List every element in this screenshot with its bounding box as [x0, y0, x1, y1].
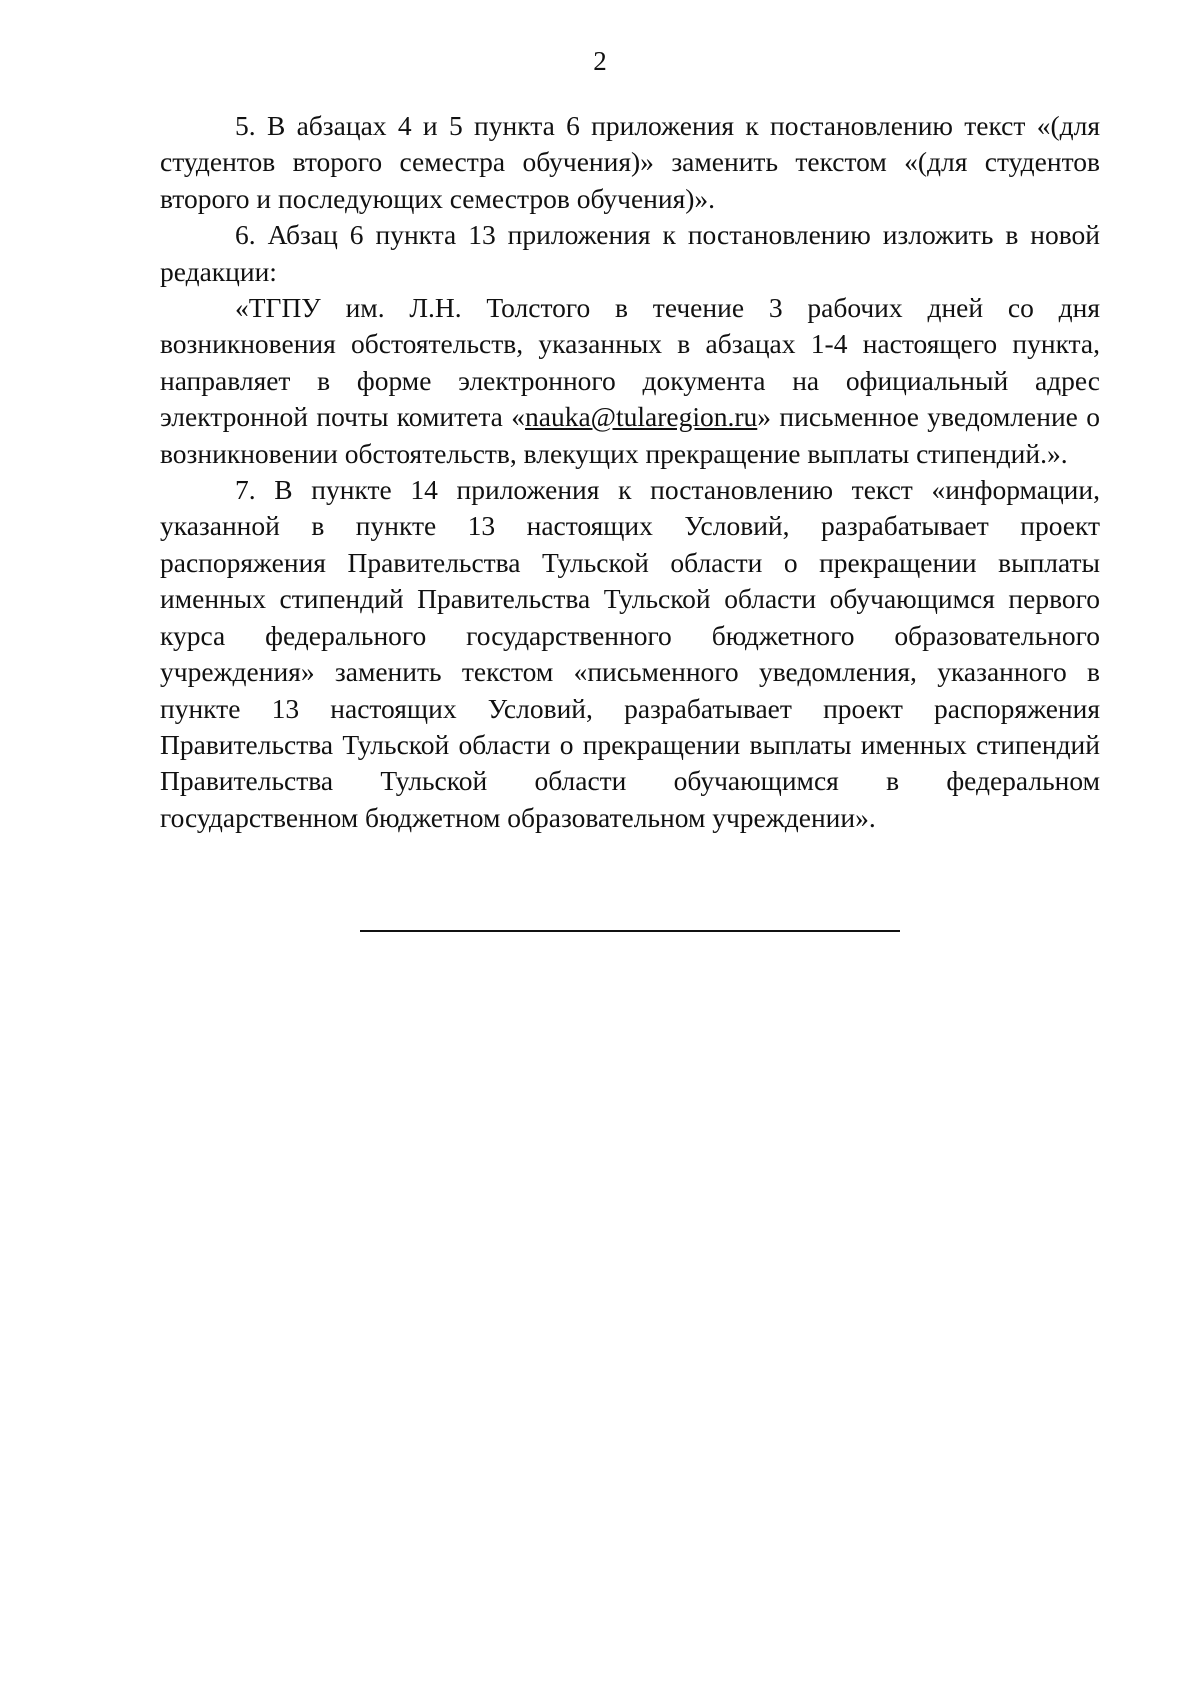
- end-divider-line: [360, 930, 900, 932]
- email-link[interactable]: nauka@tularegion.ru: [525, 401, 758, 433]
- paragraph-5: 5. В абзацах 4 и 5 пункта 6 приложения к постановлению текст «(для студентов второго семестра обучения)» заменить текстом «(для студентов второго и последующих семестров обучения)».: [160, 110, 1100, 214]
- paragraph-7: 7. В пункте 14 приложения к постановлению текст «информации, указанной в пункте 13 настоящих Условий, разрабатывает проект распоряжения Правительства Тульской области о прекращении выплаты именных стипендий Правительства Тульской области обучающимся первого курса федерального государственного бюджетного образовательного учреждения» заменить текстом «письменного уведомления, указанного в пункте 13 настоящих Условий, разрабатывает проект распоряжения Правительства Тульской области о прекращении выплаты именных стипендий Правительства Тульской области обучающимся в федеральном государственном бюджетном образовательном учреждении».: [160, 474, 1100, 833]
- quote-text-after: » письменное уведомление о возникновении обстоятельств, влекущих прекращение выплаты стипендий.».: [160, 401, 1100, 469]
- quote-text-before: «ТГПУ им. Л.Н. Толстого в течение 3 рабочих дней со дня возникновения обстоятельств, указанных в абзацах 1-4 настоящего пункта, направляет в форме электронного документа на официальный адрес электронной почты комитета «: [160, 292, 1100, 433]
- paragraph-6-quote: [160, 290, 1100, 472]
- paragraph-6: 6. Абзац 6 пункта 13 приложения к постановлению изложить в новой редакции:: [160, 219, 1100, 287]
- page-number: 2: [593, 46, 607, 76]
- document-body: [160, 108, 1100, 836]
